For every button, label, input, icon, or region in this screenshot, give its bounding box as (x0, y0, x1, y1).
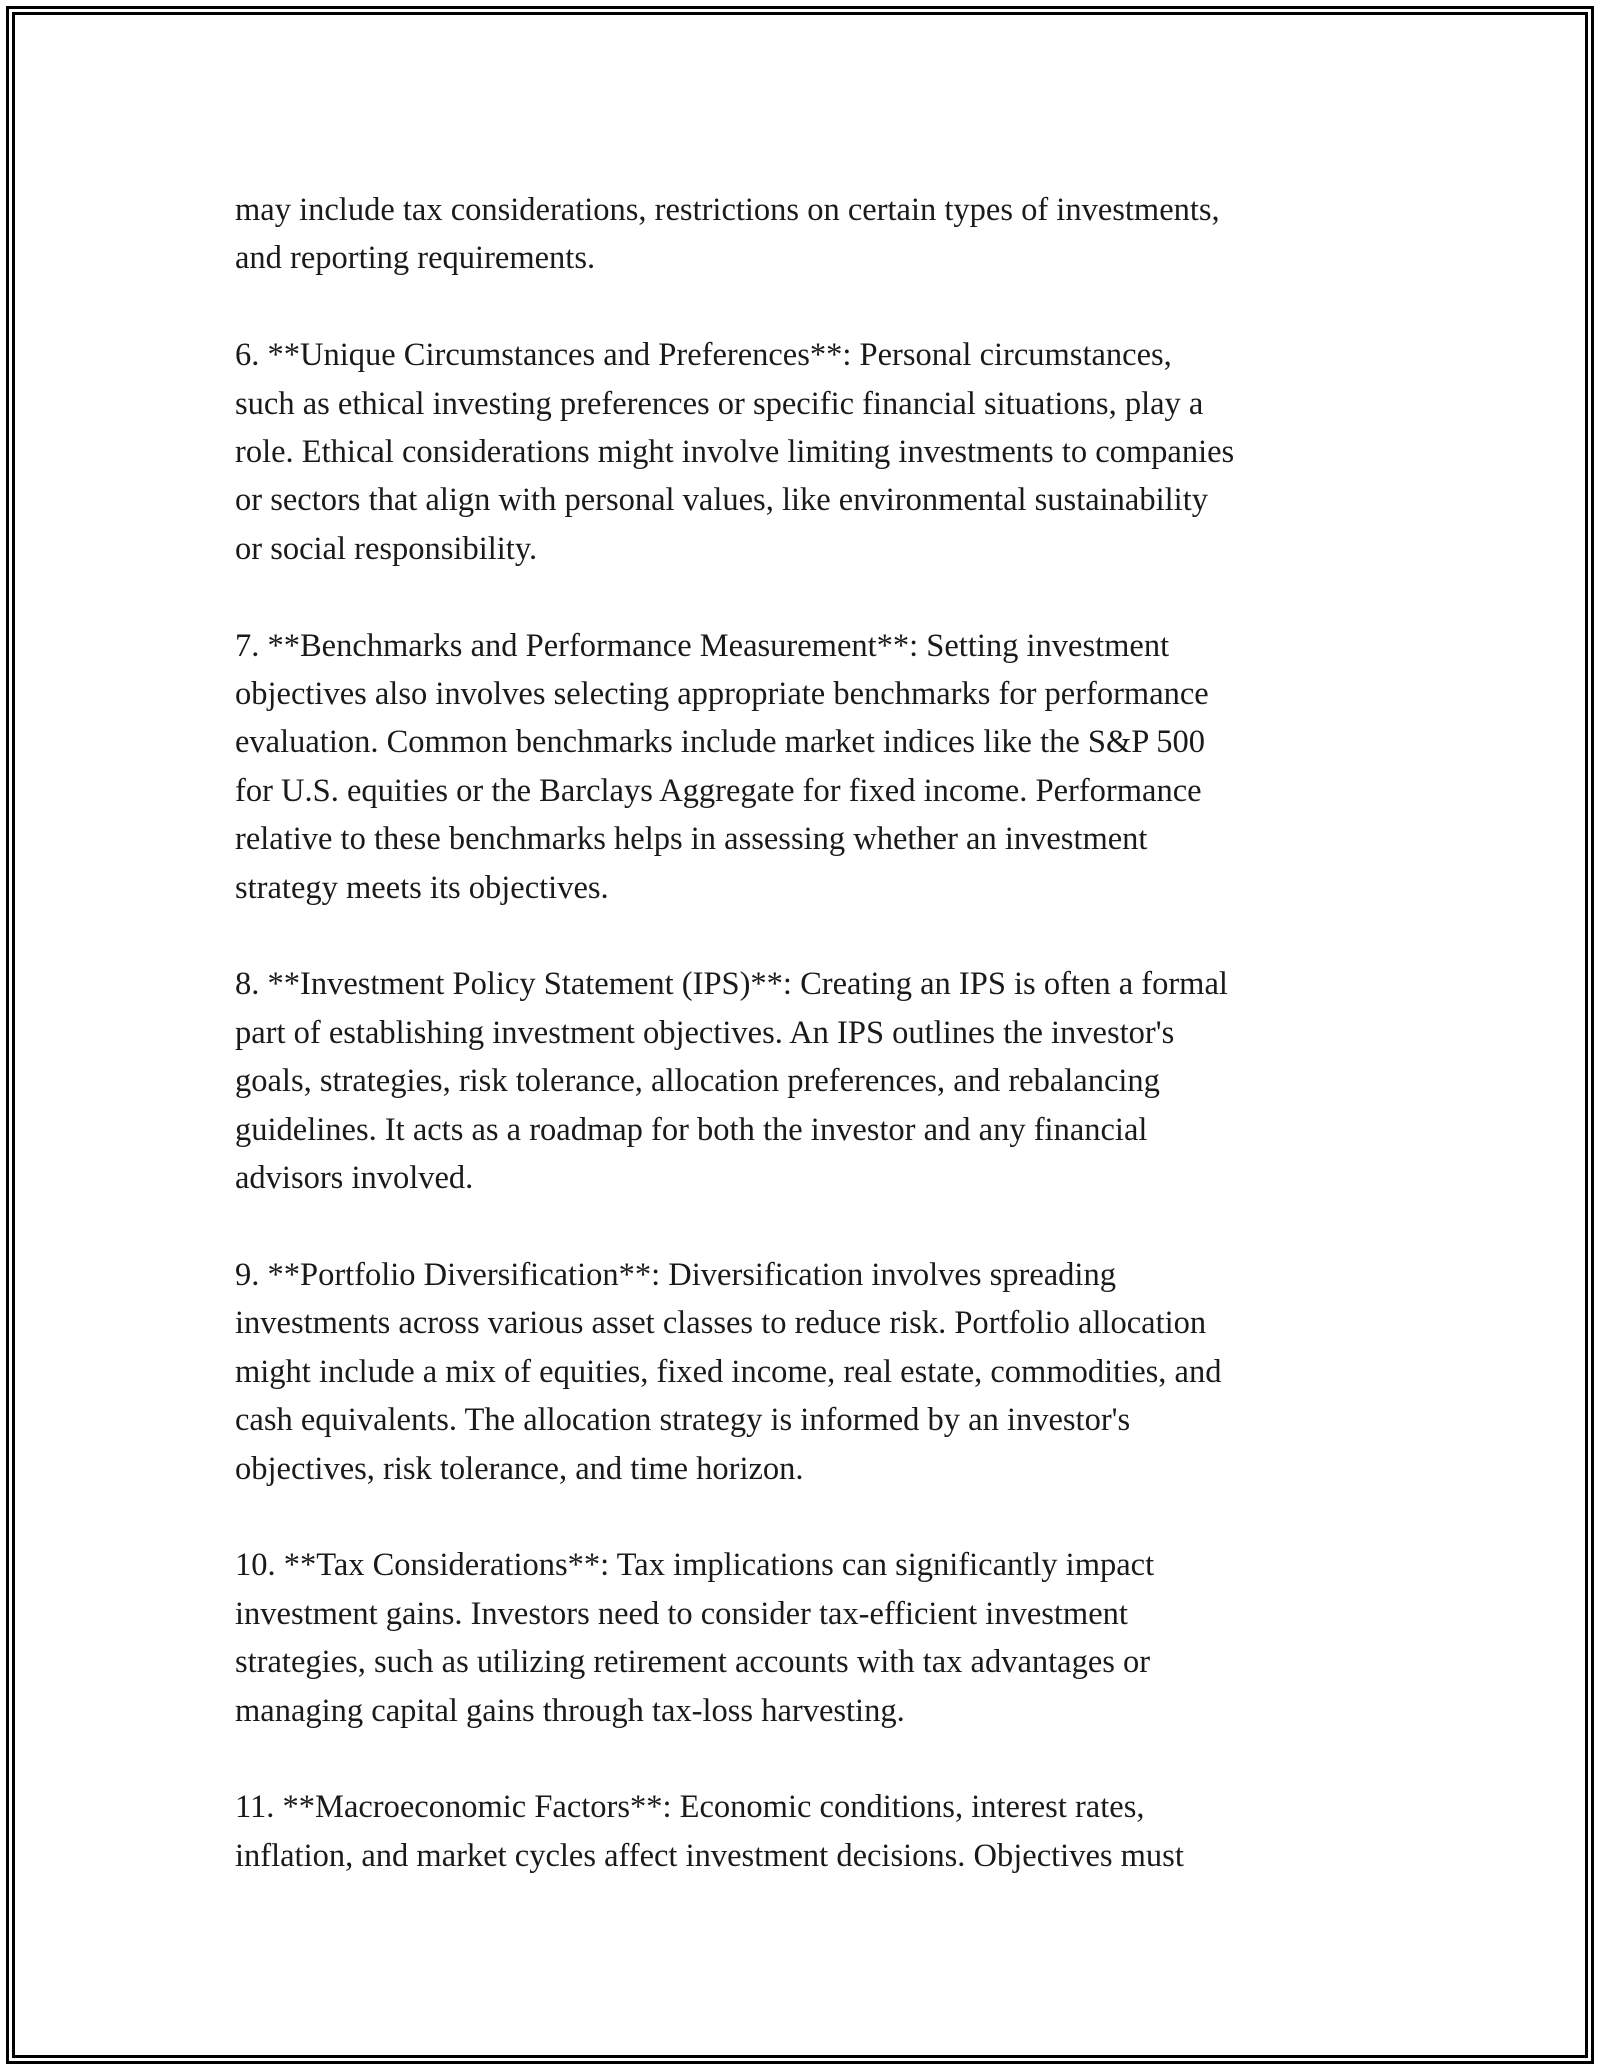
paragraph-benchmarks: 7. **Benchmarks and Performance Measurement**: Setting investment objectives also involves selecting appropriate benchmarks for performance evaluation. Common benchmarks include market indices like the S&P 500 for U.S. equities or the Barclays Aggregate for fixed income. Performance relative to these benchmarks helps in assessing whether an investment strategy meets its objectives. (235, 627, 1209, 906)
document-body (235, 186, 1395, 1880)
paragraph-portfolio-diversification: 9. **Portfolio Diversification**: Diversification involves spreading investments across various asset classes to reduce risk. Portfolio allocation might include a mix of equities, fixed income, real estate, commodities, and cash equivalents. The allocation strategy is informed by an investor's objectives, risk tolerance, and time horizon. (235, 1256, 1222, 1487)
paragraph-investment-policy-statement: 8. **Investment Policy Statement (IPS)**: Creating an IPS is often a formal part of establishing investment objectives. An IPS outlines the investor's goals, strategies, risk tolerance, allocation preferences, and rebalancing guidelines. It acts as a roadmap for both the investor and any financial advisors involved. (235, 966, 1228, 1197)
paragraph-tax-considerations: 10. **Tax Considerations**: Tax implications can significantly impact investment gains. Investors need to consider tax-efficient investment strategies, such as utilizing retirement accounts with tax advantages or managing capital gains through tax-loss harvesting. (235, 1547, 1155, 1729)
paragraph-macroeconomic-factors: 11. **Macroeconomic Factors**: Economic conditions, interest rates, inflation, and market cycles affect investment decisions. Objectives must (235, 1789, 1184, 1874)
paragraph-unique-circumstances: 6. **Unique Circumstances and Preferences**: Personal circumstances, such as ethical investing preferences or specific financial situations, play a role. Ethical considerations might involve limiting investments to companies or sectors that align with personal values, like environmental sustainability or social responsibility. (235, 337, 1235, 567)
paragraph-continuation: may include tax considerations, restrictions on certain types of investments, and reporting requirements. (235, 192, 1220, 277)
